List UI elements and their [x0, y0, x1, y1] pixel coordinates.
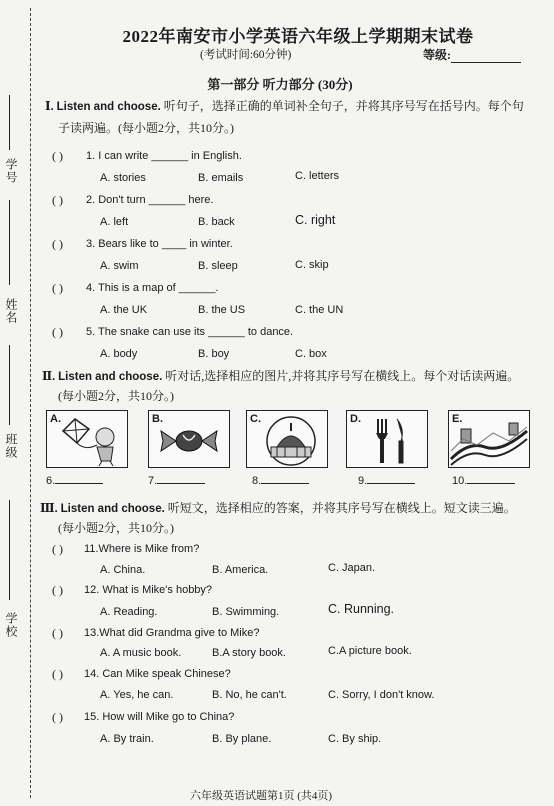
option-a: A. body: [100, 348, 138, 360]
answer-number: 6.: [46, 475, 56, 487]
picture-label: D.: [350, 413, 361, 425]
section1-heading: [45, 95, 524, 118]
answer-number: 9.: [358, 475, 368, 487]
answer-number: 10.: [452, 475, 468, 487]
option-b: B. boy: [198, 348, 230, 360]
picture-b: [148, 410, 230, 468]
kite-icon: [47, 411, 127, 467]
picture-a: [46, 410, 128, 468]
option-c: C. Sorry, I don't know.: [328, 689, 435, 701]
student-id-line: [9, 95, 10, 150]
answer-line[interactable]: [157, 473, 205, 484]
binding-dashed-line: [30, 8, 31, 798]
picture-c: [246, 410, 328, 468]
name-line: [9, 200, 10, 285]
picture-d: [346, 410, 428, 468]
section1-title-en: Listen and choose.: [56, 101, 161, 113]
answer-paren[interactable]: ( ): [52, 325, 63, 339]
option-c: C. right: [295, 213, 336, 227]
question-stem: 11.Where is Mike from?: [84, 543, 200, 555]
option-b: B. No, he can't.: [212, 689, 287, 701]
option-c: C. Running.: [328, 602, 395, 616]
grade-label: 等级:: [423, 48, 451, 62]
option-b: B. sleep: [198, 260, 238, 272]
option-a: A. the UK: [100, 304, 148, 316]
fork-knife-icon: [347, 411, 427, 467]
school-line: [9, 500, 10, 600]
section3-instruction-2: (每小题2分，共10分。): [58, 521, 174, 535]
grade-field[interactable]: [423, 46, 521, 63]
section2-num: Ⅱ.: [42, 369, 56, 383]
question-stem: 5. The snake can use its ______ to dance.: [86, 326, 294, 338]
option-c: C.A picture book.: [328, 645, 412, 657]
option-b: B.A story book.: [212, 647, 286, 659]
option-c: C. By ship.: [328, 733, 382, 745]
option-b: B. emails: [198, 172, 244, 184]
picture-label: A.: [50, 413, 61, 425]
option-b: B. Swimming.: [212, 606, 280, 618]
answer-paren[interactable]: ( ): [52, 542, 63, 556]
option-a: A. swim: [100, 260, 139, 272]
class-label: 班级: [4, 433, 18, 459]
answer-blank-9[interactable]: [358, 473, 415, 487]
answer-number: 7.: [148, 475, 158, 487]
section3-num: Ⅲ.: [40, 501, 58, 515]
option-c: C. the UN: [295, 304, 344, 316]
option-a: A. Yes, he can.: [100, 689, 174, 701]
section2-title-en: Listen and choose.: [58, 371, 163, 383]
option-a: A. left: [100, 216, 129, 228]
part1-title: 第一部分 听力部分 (30分): [207, 77, 353, 92]
answer-paren[interactable]: ( ): [52, 710, 63, 724]
answer-paren[interactable]: ( ): [52, 667, 63, 681]
answer-line[interactable]: [55, 473, 103, 484]
question-stem: 4. This is a map of ______.: [86, 282, 219, 294]
question-stem: 13.What did Grandma give to Mike?: [84, 627, 260, 639]
option-a: A. By train.: [100, 733, 154, 745]
page-footer: 六年级英语试题第1页 (共4页): [190, 790, 333, 802]
exam-title: 2022年南安市小学英语六年级上学期期末试卷: [122, 27, 474, 46]
option-c: C. skip: [295, 259, 329, 271]
great-wall-icon: [449, 411, 529, 467]
option-b: B. By plane.: [212, 733, 272, 745]
answer-paren[interactable]: ( ): [52, 237, 63, 251]
question-stem: 3. Bears like to ____ in winter.: [86, 238, 233, 250]
answer-blank-7[interactable]: [148, 473, 205, 487]
picture-label: C.: [250, 413, 261, 425]
option-b: B. back: [198, 216, 235, 228]
name-label: 姓名: [4, 298, 18, 324]
answer-line[interactable]: [367, 473, 415, 484]
answer-paren[interactable]: ( ): [52, 193, 63, 207]
section1-instruction-2: 子读两遍。(每小题2分，共10分。): [58, 121, 234, 135]
question-stem: 14. Can Mike speak Chinese?: [84, 668, 231, 680]
option-c: C. letters: [295, 170, 340, 182]
exam-time: (考试时间:60分钟): [200, 49, 292, 61]
answer-paren[interactable]: ( ): [52, 149, 63, 163]
option-a: A. Reading.: [100, 606, 158, 618]
answer-paren[interactable]: ( ): [52, 583, 63, 597]
option-b: B. the US: [198, 304, 246, 316]
section3-instruction: 听短文，选择相应的答案，并将其序号写在横线上。短文读三遍。: [167, 501, 516, 515]
option-b: B. America.: [212, 564, 269, 576]
section1-instruction: 听句子，选择正确的单词补全句子，并将其序号写在括号内。每个句: [163, 99, 524, 113]
capitol-icon: [247, 411, 327, 467]
answer-blank-8[interactable]: [252, 473, 309, 487]
option-a: A. China.: [100, 564, 146, 576]
question-stem: 1. I can write ______ in English.: [86, 150, 242, 162]
class-line: [9, 345, 10, 425]
question-stem: 2. Don't turn ______ here.: [86, 194, 214, 206]
answer-blank-6[interactable]: [46, 473, 103, 487]
section2-instruction-2: (每小题2分，共10分。): [58, 389, 174, 403]
student-id-label: 学号: [4, 158, 18, 184]
section2-instruction: 听对话,选择相应的图片,并将其序号写在横线上。每个对话读两遍。: [165, 369, 520, 383]
option-a: A. A music book.: [100, 647, 182, 659]
option-a: A. stories: [100, 172, 146, 184]
answer-paren[interactable]: ( ): [52, 281, 63, 295]
answer-number: 8.: [252, 475, 262, 487]
section1-num: Ⅰ.: [45, 99, 54, 113]
answer-paren[interactable]: ( ): [52, 626, 63, 640]
picture-label: B.: [152, 413, 163, 425]
answer-line[interactable]: [261, 473, 309, 484]
question-stem: 15. How will Mike go to China?: [84, 711, 235, 723]
school-label: 学校: [4, 612, 18, 638]
candy-icon: [149, 411, 229, 467]
option-c: C. Japan.: [328, 562, 376, 574]
section3-title-en: Listen and choose.: [60, 503, 165, 515]
question-stem: 12. What is Mike's hobby?: [84, 584, 213, 596]
picture-e: [448, 410, 530, 468]
grade-blank[interactable]: [451, 62, 521, 63]
answer-blank-10[interactable]: [452, 473, 515, 487]
answer-line[interactable]: [467, 473, 515, 484]
option-c: C. box: [295, 348, 327, 360]
picture-label: E.: [452, 413, 463, 425]
binding-margin: [0, 0, 40, 806]
